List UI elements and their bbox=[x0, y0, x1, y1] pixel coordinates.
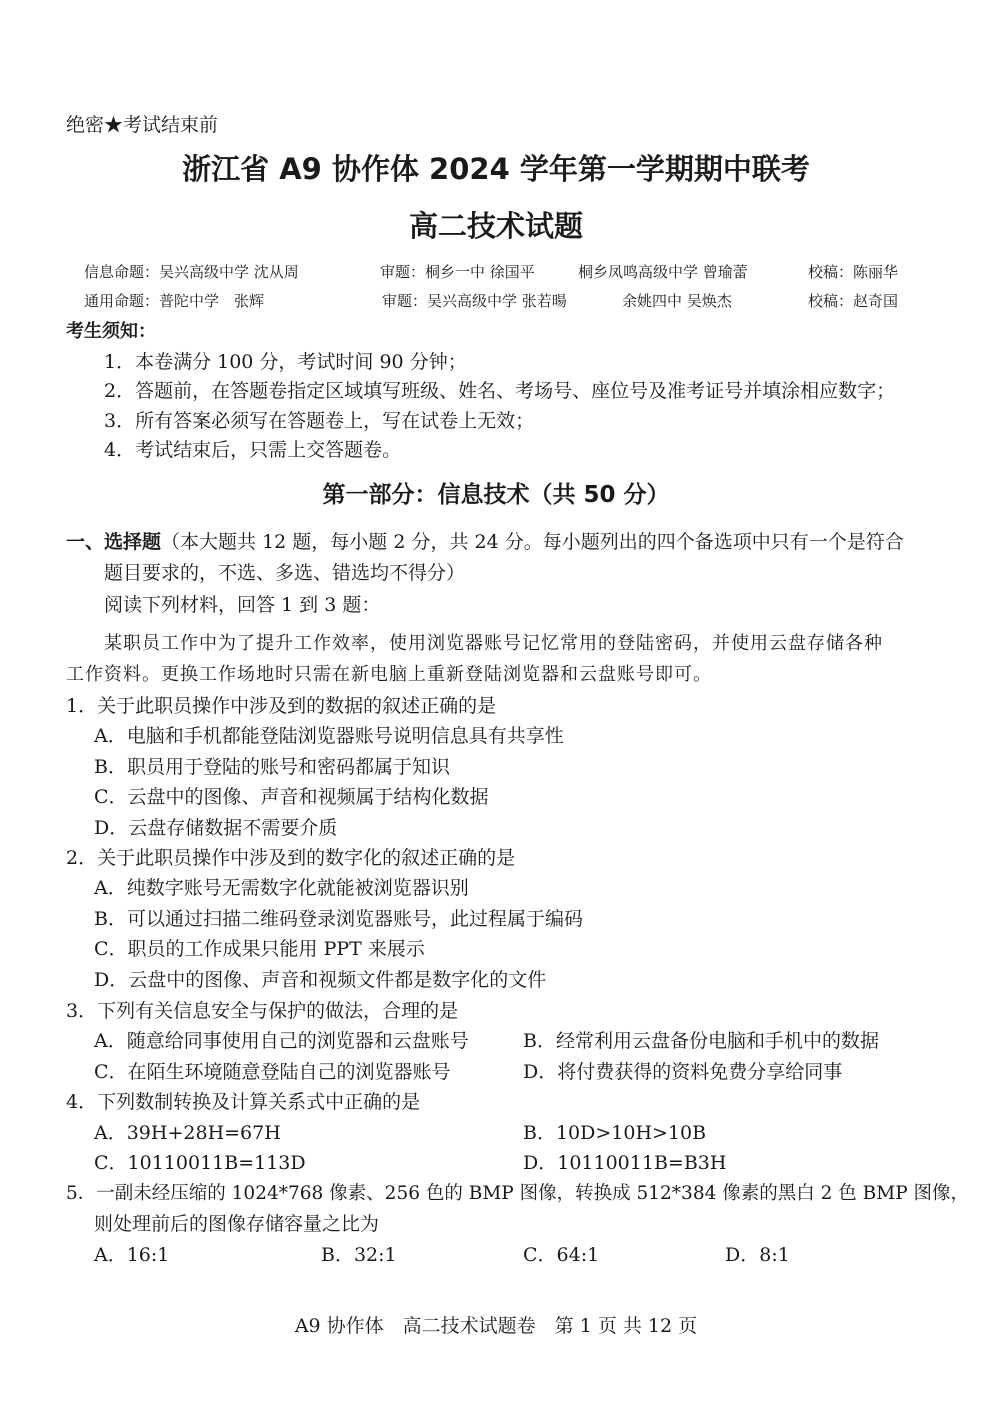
option: A．39H+28H=67H bbox=[94, 1122, 281, 1144]
credit-info-proofreader: 校稿：陈丽华 bbox=[808, 263, 899, 281]
part-heading: 第一部分：信息技术（共 50 分） bbox=[322, 482, 670, 508]
reading-instruction: 阅读下列材料，回答 1 到 3 题： bbox=[104, 594, 381, 616]
notice-heading: 考生须知： bbox=[66, 321, 156, 342]
option: A．电脑和手机都能登陆浏览器账号说明信息具有共享性 bbox=[94, 725, 564, 747]
option: C．职员的工作成果只能用 PPT 来展示 bbox=[94, 938, 425, 960]
credit-general-author: 通用命题：普陀中学 张辉 bbox=[84, 292, 265, 310]
material-text-cont: 工作资料。更换工作场地时只需在新电脑上重新登陆浏览器和云盘账号即可。 bbox=[66, 664, 712, 685]
option: A．16:1 bbox=[94, 1244, 170, 1266]
section-number: 一、 bbox=[66, 531, 105, 553]
option: B．职员用于登陆的账号和密码都属于知识 bbox=[94, 756, 450, 778]
option: D．8:1 bbox=[725, 1244, 790, 1266]
credit-general-reviewer-2: 余姚四中 吴焕杰 bbox=[622, 292, 732, 310]
question-stem-cont: 则处理前后的图像存储容量之比为 bbox=[94, 1213, 380, 1235]
notice-item: 4．考试结束后，只需上交答题卷。 bbox=[104, 439, 402, 461]
option: C．云盘中的图像、声音和视频属于结构化数据 bbox=[94, 786, 489, 808]
question-stem: 1．关于此职员操作中涉及到的数据的叙述正确的是 bbox=[66, 695, 497, 717]
question-stem: 4．下列数制转换及计算关系式中正确的是 bbox=[66, 1091, 421, 1113]
section-description-cont: 题目要求的，不选、多选、错选均不得分） bbox=[104, 562, 466, 584]
credit-info-reviewer-1: 审题：桐乡一中 徐国平 bbox=[380, 263, 535, 281]
section-intro bbox=[66, 530, 904, 554]
option: A．随意给同事使用自己的浏览器和云盘账号 bbox=[94, 1030, 469, 1052]
secrecy-label: 绝密★考试结束前 bbox=[66, 114, 219, 136]
credit-info-author: 信息命题：吴兴高级中学 沈从周 bbox=[84, 263, 299, 281]
question-stem: 3．下列有关信息安全与保护的做法，合理的是 bbox=[66, 1000, 459, 1022]
notice-item: 3．所有答案必须写在答题卷上，写在试卷上无效； bbox=[104, 410, 535, 432]
section-label: 选择题 bbox=[104, 531, 162, 553]
option: B．32:1 bbox=[321, 1244, 397, 1266]
option: D．云盘存储数据不需要介质 bbox=[94, 817, 338, 839]
credit-general-reviewer-1: 审题：吴兴高级中学 张若暘 bbox=[382, 292, 567, 310]
material-text: 某职员工作中为了提升工作效率，使用浏览器账号记忆常用的登陆密码，并使用云盘存储各种 bbox=[104, 633, 883, 654]
option: C．10110011B=113D bbox=[94, 1152, 306, 1174]
notice-item: 1．本卷满分 100 分，考试时间 90 分钟； bbox=[104, 351, 467, 373]
exam-title: 浙江省 A9 协作体 2024 学年第一学期期中联考 bbox=[182, 152, 810, 186]
section-description: （本大题共 12 题，每小题 2 分，共 24 分。每小题列出的四个备选项中只有一个是符合 bbox=[161, 531, 904, 553]
question-stem: 2．关于此职员操作中涉及到的数字化的叙述正确的是 bbox=[66, 847, 516, 869]
question-stem: 5．一副未经压缩的 1024*768 像素、256 色的 BMP 图像，转换成 512*384 像素的黑白 2 色 BMP 图像， bbox=[66, 1183, 970, 1204]
page-footer: A9 协作体 高二技术试题卷 第 1 页 共 12 页 bbox=[294, 1315, 698, 1337]
credit-info-reviewer-2: 桐乡凤鸣高级中学 曾瑜蕾 bbox=[578, 263, 748, 281]
credit-general-proofreader: 校稿：赵奇国 bbox=[808, 292, 899, 310]
option: D．云盘中的图像、声音和视频文件都是数字化的文件 bbox=[94, 969, 547, 991]
option: A．纯数字账号无需数字化就能被浏览器识别 bbox=[94, 877, 469, 899]
option: C．64:1 bbox=[523, 1244, 600, 1266]
option: B．可以通过扫描二维码登录浏览器账号，此过程属于编码 bbox=[94, 908, 583, 930]
exam-subtitle: 高二技术试题 bbox=[408, 209, 583, 243]
option: C．在陌生环境随意登陆自己的浏览器账号 bbox=[94, 1061, 451, 1083]
option: D．10110011B=B3H bbox=[523, 1152, 727, 1174]
option: B．经常利用云盘备份电脑和手机中的数据 bbox=[523, 1030, 879, 1052]
option: D．将付费获得的资料免费分享给同事 bbox=[523, 1061, 843, 1083]
option: B．10D>10H>10B bbox=[523, 1122, 707, 1144]
notice-item: 2．答题前，在答题卷指定区域填写班级、姓名、考场号、座位号及准考证号并填涂相应数字； bbox=[104, 380, 896, 402]
